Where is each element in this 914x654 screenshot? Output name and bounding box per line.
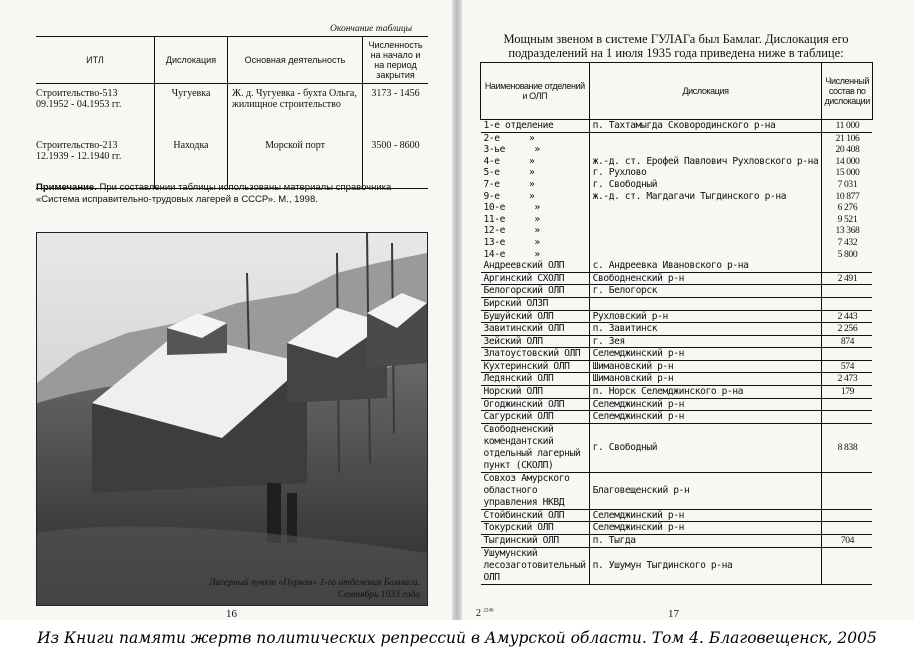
bamlag-cell-loc: Шимановский р-н [589,360,822,373]
bamlag-cell-name: 2-е » [481,132,590,144]
bamlag-cell-name: Зейский ОЛП [481,335,590,348]
bamlag-cell-num: 2 256 [822,323,873,336]
page-mark-small: 2246 [483,608,494,614]
table-row [481,285,873,298]
itl-cell: Морской порт [228,136,363,189]
table-row [481,156,873,168]
table-row [481,249,873,261]
bamlag-cell-loc [589,237,822,249]
camp-photo [36,232,428,606]
bamlag-cell-name: Андреевский ОЛП [481,260,590,272]
bamlag-cell-num [822,260,873,272]
table-row [481,472,873,509]
table-row [481,323,873,336]
bamlag-cell-num: 6 276 [822,202,873,214]
bamlag-cell-loc: п. Тыгда [589,535,822,548]
bamlag-table-body [481,120,873,585]
bamlag-cell-loc [589,225,822,237]
table-row [481,373,873,386]
table-row [481,386,873,399]
table-row [481,179,873,191]
bamlag-cell-name: 14-е » [481,249,590,261]
table-row [481,214,873,226]
table-row [36,84,428,137]
page-number-right: 17 [668,608,679,620]
itl-cell: 3500 - 8600 [363,136,429,189]
bamlag-cell-name: Ледянский ОЛП [481,373,590,386]
bamlag-cell-name: 10-е » [481,202,590,214]
bamlag-cell-loc: г. Свободный [589,179,822,191]
bamlag-cell-loc [589,144,822,156]
itl-header-cell: ИТЛ [36,37,155,84]
bamlag-cell-name: Кухтеринский ОЛП [481,360,590,373]
bamlag-cell-loc: с. Андреевка Ивановского р-на [589,260,822,272]
table-row [481,310,873,323]
bamlag-cell-num: 7 432 [822,237,873,249]
table-row [481,272,873,285]
bamlag-cell-name: Сагурский ОЛП [481,411,590,424]
bamlag-cell-num: 13 368 [822,225,873,237]
table-row [481,120,873,133]
bamlag-cell-loc: г. Зея [589,335,822,348]
bamlag-cell-loc: Рухловский р-н [589,310,822,323]
itl-cell: Ж. д. Чугуевка - бухта Ольга, жилищное строительство [228,84,363,137]
bamlag-cell-loc: г. Свободный [589,423,822,472]
bamlag-cell-name: Тыгдинский ОЛП [481,535,590,548]
bamlag-cell-num: 5 800 [822,249,873,261]
bamlag-cell-num: 2 491 [822,272,873,285]
bamlag-cell-loc [589,202,822,214]
bamlag-cell-num: 704 [822,535,873,548]
table-row [36,136,428,189]
bamlag-cell-num: 7 031 [822,179,873,191]
bamlag-cell-name: Аргинский СХОЛП [481,272,590,285]
bamlag-table [480,62,873,585]
bamlag-cell-name: Завитинский ОЛП [481,323,590,336]
bamlag-cell-num [822,297,873,310]
itl-cell: Чугуевка [155,84,228,137]
bamlag-cell-name: Бирский ОЛЗП [481,297,590,310]
table-row [481,398,873,411]
bamlag-cell-num [822,285,873,298]
bamlag-cell-num: 14 000 [822,156,873,168]
bamlag-cell-name: 13-е » [481,237,590,249]
table-row [481,535,873,548]
bamlag-cell-name: 7-е » [481,179,590,191]
bamlag-cell-num [822,348,873,361]
bamlag-cell-name: Бушуйский ОЛП [481,310,590,323]
intro-text: Мощным звеном в системе ГУЛАГа был Бамлаг. Дислокация его подразделений на 1 июля 1935 года приведена ниже в таблице: [503,32,849,60]
table-row [481,360,873,373]
bamlag-header-cell: Численный состав по дислокации [822,63,873,120]
bamlag-table-header [481,63,873,120]
table-row [481,202,873,214]
table-row [481,237,873,249]
bamlag-cell-name: 11-е » [481,214,590,226]
table-continuation-caption: Окончание таблицы [330,24,413,34]
bamlag-cell-name: 3-ье » [481,144,590,156]
source-footer: Из Книги памяти жертв политических репрессий в Амурской области. Том 4. Благовещенск, 2005 [37,629,877,647]
bamlag-cell-loc [589,297,822,310]
bamlag-cell-name: 12-е » [481,225,590,237]
bamlag-cell-num: 574 [822,360,873,373]
page-mark-left: 2 [476,608,481,619]
bamlag-cell-name: Стойбинский ОЛП [481,509,590,522]
bamlag-cell-loc: г. Белогорск [589,285,822,298]
bamlag-cell-loc: Благовещенский р-н [589,472,822,509]
bamlag-cell-loc [589,132,822,144]
bamlag-cell-loc: Селемджинский р-н [589,348,822,361]
bamlag-cell-loc: п. Тахтамыгда Сковородинского р-на [589,120,822,133]
bamlag-cell-loc [589,214,822,226]
bamlag-cell-name: Огоджинский ОЛП [481,398,590,411]
itl-cell: Строительство-213 12.1939 - 12.1940 гг. [36,136,155,189]
bamlag-cell-num: 2 473 [822,373,873,386]
bamlag-cell-loc: п. Завитинск [589,323,822,336]
itl-cell: 3173 - 1456 [363,84,429,137]
itl-table [36,36,428,189]
bamlag-header-cell: Наименование отделений и ОЛП [481,63,590,120]
bamlag-cell-name: Совхоз Амурского областного управления НКВД [481,472,590,509]
photo-caption-line: Сентябрь 1933 года [337,590,420,600]
bamlag-cell-num: 179 [822,386,873,399]
page-number-left: 16 [226,608,237,620]
bamlag-cell-num: 20 408 [822,144,873,156]
bamlag-cell-loc: г. Рухлово [589,167,822,179]
itl-header-cell: Дислокация [155,37,228,84]
table-row [481,297,873,310]
bamlag-cell-num: 9 521 [822,214,873,226]
bamlag-cell-name: Свободненский комендантский отдельный лагерный пункт (СКОЛП) [481,423,590,472]
itl-header-cell: Основная деятельность [228,37,363,84]
bamlag-cell-name: Златоустовский ОЛП [481,348,590,361]
bamlag-cell-loc: Селемджинский р-н [589,509,822,522]
bamlag-cell-loc: п. Ушумун Тыгдинского р-на [589,547,822,584]
bamlag-cell-loc [589,249,822,261]
table-row [481,335,873,348]
page-mark [476,608,494,619]
table-row [481,167,873,179]
table-row [481,348,873,361]
table-row [481,191,873,203]
bamlag-cell-num: 11 000 [822,120,873,133]
bamlag-cell-loc: Свободненский р-н [589,272,822,285]
bamlag-cell-name: Ушумунский лесозаготовительный ОЛП [481,547,590,584]
table-row [481,509,873,522]
itl-cell: Находка [155,136,228,189]
table-row [481,144,873,156]
bamlag-cell-loc: Селемджинский р-н [589,522,822,535]
bamlag-cell-loc: ж.-д. ст. Ерофей Павлович Рухловского р-на [589,156,822,168]
bamlag-cell-num [822,411,873,424]
bamlag-cell-num: 874 [822,335,873,348]
itl-header-cell: Численность на начало и на период закрытия [363,37,429,84]
camp-photo-illustration [37,233,427,605]
bamlag-cell-name: 9-е » [481,191,590,203]
bamlag-cell-num [822,472,873,509]
bamlag-cell-name: 5-е » [481,167,590,179]
bamlag-cell-num: 2 443 [822,310,873,323]
bamlag-cell-num [822,522,873,535]
bamlag-cell-name: Норский ОЛП [481,386,590,399]
note-title: Примечание. [36,182,97,193]
bamlag-cell-num: 15 000 [822,167,873,179]
table-row [481,522,873,535]
photo-caption [120,577,420,601]
bamlag-cell-loc: п. Норск Селемджинского р-на [589,386,822,399]
bamlag-cell-num [822,547,873,584]
bamlag-cell-num: 8 838 [822,423,873,472]
bamlag-cell-name: 1-е отделение [481,120,590,133]
table-row [481,260,873,272]
bamlag-cell-loc: Селемджинский р-н [589,411,822,424]
bamlag-cell-num [822,509,873,522]
bamlag-cell-num: 21 106 [822,132,873,144]
bamlag-cell-num: 10 877 [822,191,873,203]
bamlag-cell-name: Токурский ОЛП [481,522,590,535]
table-note [36,182,428,206]
bamlag-header-cell: Дислокация [589,63,822,120]
table-row [481,225,873,237]
photo-caption-line: Лагерный пункт «Пуркан» 1-го отделения Бамлага. [209,578,420,588]
bamlag-cell-name: Белогорский ОЛП [481,285,590,298]
bamlag-cell-loc: ж.-д. ст. Магдагачи Тыгдинского р-на [589,191,822,203]
table-row [481,547,873,584]
book-spine [452,0,462,620]
bamlag-cell-name: 4-е » [481,156,590,168]
itl-table-header [36,37,428,84]
table-row [481,411,873,424]
table-row [481,132,873,144]
bamlag-cell-loc: Шимановский р-н [589,373,822,386]
note-text: При составлении таблицы использованы материалы справочника «Система исправительно-трудовых лагерей в СССР». М., 1998. [36,182,392,205]
itl-cell: Строительство-513 09.1952 - 04.1953 гг. [36,88,122,110]
bamlag-cell-num [822,398,873,411]
table-row [481,423,873,472]
bamlag-cell-loc: Селемджинский р-н [589,398,822,411]
